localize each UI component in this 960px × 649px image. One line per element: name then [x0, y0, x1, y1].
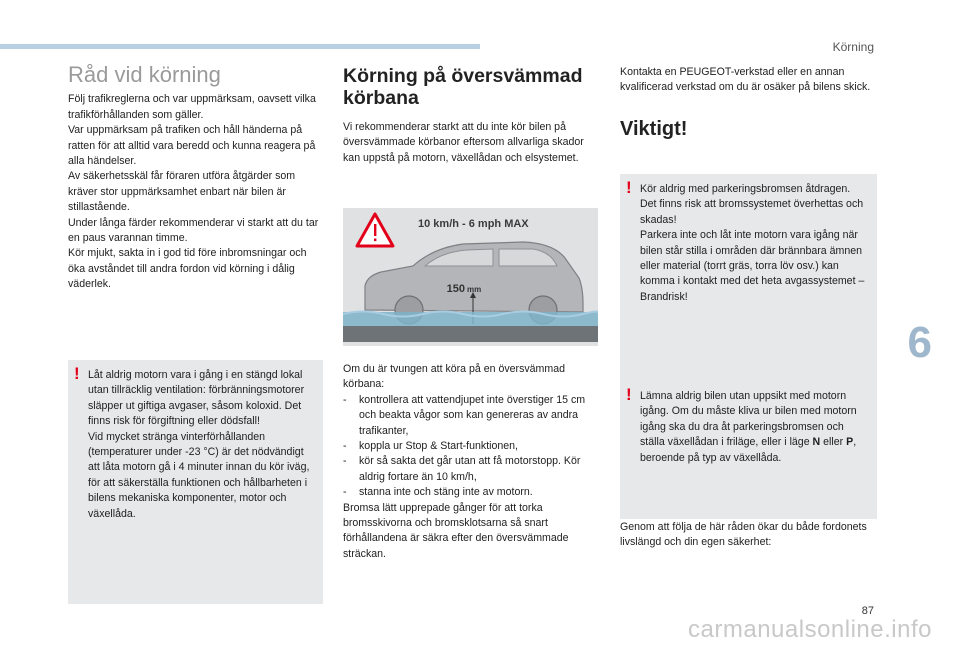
- section-title-important: Viktigt!: [620, 117, 688, 140]
- column-driving-advice: [68, 62, 324, 293]
- warning-paragraph: Låt aldrig motorn vara i gång i en stängd lokal utan tillräcklig ventilation: förbränningsmotorer släpper ut giftiga avgaser, såsom koloxid. Det finns risk för förgiftning eller dödsfall!: [88, 369, 305, 428]
- warning-box-parking-brake: [620, 174, 877, 382]
- header-accent-bar: [0, 44, 480, 49]
- paragraph: Var uppmärksam på trafiken och håll händerna på ratten för att alltid vara beredd och kunna reagera på alla händelser.: [68, 124, 316, 168]
- column-flooded-road: [343, 65, 599, 166]
- paragraph: Kör mjukt, sakta in i god tid före inbromsningar och öka avståndet till andra fordon vid körning i dålig väderlek.: [68, 247, 307, 291]
- column-flooded-road-instructions: [343, 362, 599, 562]
- paragraph: Under långa färder rekommenderar vi starkt att du tar en paus varannan timme.: [68, 216, 319, 245]
- water-depth-unit: mm: [467, 285, 482, 294]
- column-important-outro: [620, 520, 876, 551]
- section-title-flooded-road: Körning på översvämmad körbana: [343, 65, 583, 109]
- speed-limit-label: 10 km/h - 6 mph MAX: [418, 218, 529, 230]
- list-item: - stanna inte och stäng inte av motorn.: [343, 485, 599, 500]
- list-item: - koppla ur Stop & Start-funktionen,: [343, 439, 599, 454]
- list-item: - kör så sakta det går utan att få motorstopp. Kör aldrig fortare än 10 km/h,: [343, 454, 599, 485]
- instruction-list: [343, 393, 599, 501]
- warning-paragraph: Kör aldrig med parkeringsbromsen åtdragen. Det finns risk att bromssystemet överhettas och skadas!: [640, 183, 864, 226]
- paragraph: Genom att följa de här råden ökar du både fordonets livslängd och din egen säkerhet:: [620, 521, 867, 549]
- watermark: carmanualsonline.info: [688, 616, 932, 643]
- warning-box-ventilation: [68, 360, 323, 604]
- warning-exclamation-icon: !: [626, 385, 632, 404]
- warning-triangle-icon: [357, 214, 393, 246]
- warning-exclamation-icon: !: [626, 178, 632, 197]
- road-surface: [343, 326, 598, 342]
- flooded-road-illustration: [343, 208, 598, 346]
- column-important: [620, 65, 876, 151]
- paragraph: Bromsa lätt upprepade gånger för att torka bromsskivorna och bromsklotsarna så snart förhållandena är säkra efter den översvämmade sträckan.: [343, 501, 569, 560]
- water-depth-value: 150: [446, 283, 465, 295]
- warning-paragraph: Lämna aldrig bilen utan uppsikt med motorn igång. Om du måste kliva ur bilen med motorn igång ska du dra åt parkeringsbromsen och ställa växellådan i friläge, eller i läge N eller P, beroende på typ av växellåda.: [640, 390, 857, 464]
- section-title-driving-advice: Råd vid körning: [68, 62, 221, 87]
- paragraph: Om du är tvungen att köra på en översvämmad körbana:: [343, 363, 565, 391]
- warning-paragraph: Parkera inte och låt inte motorn vara igång när bilen står stilla i områden där brännbara ämnen eller material (torrt gräs, torra löv osv.) kan komma i kontakt med det heta avgassystemet – Brandrisk!: [640, 229, 865, 303]
- car-in-water-drawing: [343, 208, 598, 346]
- paragraph: Följ trafikreglerna och var uppmärksam, oavsett vilka trafikförhållanden som gäller.: [68, 93, 316, 121]
- paragraph: Vi rekommenderar starkt att du inte kör bilen på översvämmade körbanor eftersom allvarliga skador kan uppstå på motorn, växellådan och elsystemet.: [343, 121, 584, 164]
- warning-box-unattended: [620, 381, 877, 519]
- warning-paragraph: Vid mycket stränga vinterförhållanden (temperaturer under -23 °C) är det nödvändigt att låta motorn gå i 4 minuter innan du kör iväg, för att säkerställa funktionen och hållbarheten i bilens mekaniska komponenter, motor och växellåda.: [88, 430, 310, 520]
- list-item: - kontrollera att vattendjupet inte överstiger 15 cm och beakta vågor som kan genereras av andra trafikanter,: [343, 393, 599, 439]
- page-number: 87: [861, 605, 874, 617]
- chapter-number: 6: [907, 318, 932, 367]
- warning-exclamation-icon: !: [74, 364, 80, 383]
- section-header: Körning: [832, 40, 874, 54]
- paragraph: Av säkerhetsskäl får föraren utföra åtgärder som kräver stor uppmärksamhet enbart när bilen är stillastående.: [68, 170, 296, 214]
- paragraph: Kontakta en PEUGEOT-verkstad eller en annan kvalificerad verkstad om du är osäker på bilens skick.: [620, 66, 871, 94]
